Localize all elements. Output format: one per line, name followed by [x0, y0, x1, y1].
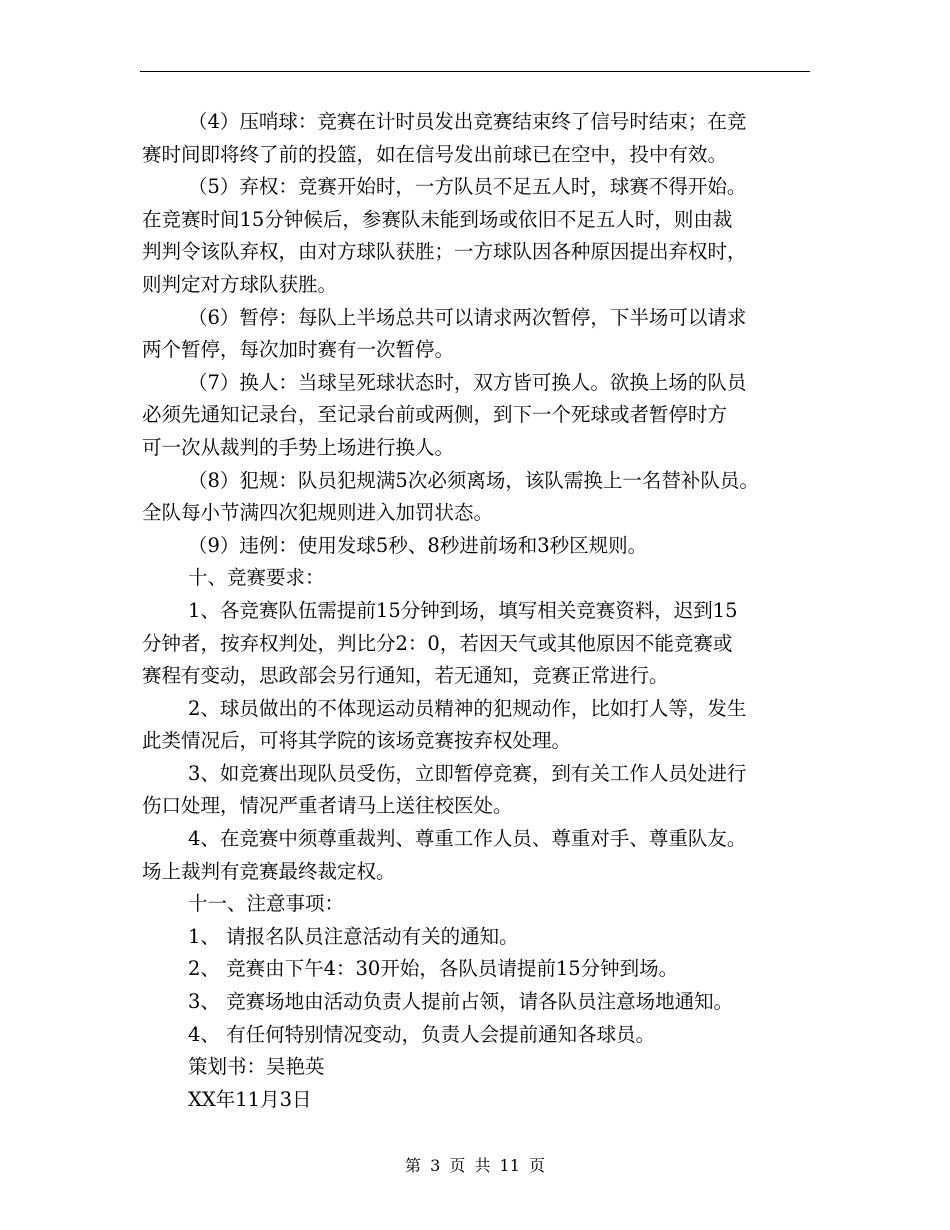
header-rule: [140, 71, 810, 72]
paragraph-line: 4、在竞赛中须尊重裁判、尊重工作人员、尊重对手、尊重队友。: [188, 827, 747, 851]
paragraph-line: 必须先通知记录台，至记录台前或两侧，到下一个死球或者暂停时方: [142, 403, 728, 427]
paragraph-line: 3、如竞赛出现队员受伤，立即暂停竞赛，到有关工作人员处进行: [188, 761, 747, 785]
paragraph-line: 2、球员做出的不体现运动员精神的犯规动作，比如打人等，发生: [188, 696, 747, 720]
paragraph-line: 赛时间即将终了前的投篮，如在信号发出前球已在空中，投中有效。: [142, 142, 728, 166]
paragraph-line: （8）犯规：队员犯规满5次必须离场，该队需换上一名替补队员。: [188, 468, 759, 492]
paragraph-line: （5）弃权：竞赛开始时，一方队员不足五人时，球赛不得开始。: [188, 175, 747, 199]
section-heading: 十一、注意事项：: [188, 892, 345, 916]
paragraph-line: （7）换人：当球呈死球状态时，双方皆可换人。欲换上场的队员: [188, 370, 747, 394]
date-line: XX年11月3日: [188, 1087, 312, 1111]
paragraph-line: 判判令该队弃权，由对方球队获胜；一方球队因各种原因提出弃权时，: [142, 240, 747, 264]
paragraph-line: 分钟者，按弃权判处，判比分2：0，若因天气或其他原因不能竞赛或: [142, 631, 733, 655]
paragraph-line: 在竞赛时间15分钟候后，参赛队未能到场或依旧不足五人时，则由裁: [142, 207, 733, 231]
page-number-footer: 第 3 页 共 11 页: [405, 1156, 545, 1175]
list-item: 3、 竞赛场地由活动负责人提前占领，请各队员注意场地通知。: [188, 990, 734, 1014]
paragraph-line: 场上裁判有竞赛最终裁定权。: [142, 859, 396, 883]
paragraph-line: 可一次从裁判的手势上场进行换人。: [142, 435, 455, 459]
paragraph-line: 全队每小节满四次犯规则进入加罚状态。: [142, 501, 494, 525]
paragraph-line: （4）压哨球：竞赛在计时员发出竞赛结束终了信号时结束；在竞: [188, 110, 747, 133]
list-item: 4、 有任何特别情况变动，负责人会提前通知各球员。: [188, 1022, 656, 1046]
document-body: [142, 106, 810, 1116]
section-heading: 十、竞赛要求：: [188, 566, 325, 590]
paragraph-line: 此类情况后，可将其学院的该场竞赛按弃权处理。: [142, 729, 572, 753]
paragraph-line: （6）暂停：每队上半场总共可以请求两次暂停，下半场可以请求: [188, 305, 747, 329]
author-line: 策划书：吴艳英: [188, 1055, 325, 1079]
list-item: 2、 竞赛由下午4：30开始，各队员请提前15分钟到场。: [188, 957, 679, 981]
paragraph-line: 1、各竞赛队伍需提前15分钟到场，填写相关竞赛资料，迟到15: [188, 598, 738, 622]
list-item: 1、 请报名队员注意活动有关的通知。: [188, 924, 519, 948]
paragraph-line: 则判定对方球队获胜。: [142, 272, 338, 296]
paragraph-line: 两个暂停，每次加时赛有一次暂停。: [142, 338, 455, 362]
paragraph-line: （9）违例：使用发球5秒、8秒进前场和3秒区规则。: [188, 533, 648, 557]
paragraph-line: 赛程有变动，思政部会另行通知，若无通知，竞赛正常进行。: [142, 664, 669, 688]
paragraph-line: 伤口处理，情况严重者请马上送往校医处。: [142, 794, 513, 818]
